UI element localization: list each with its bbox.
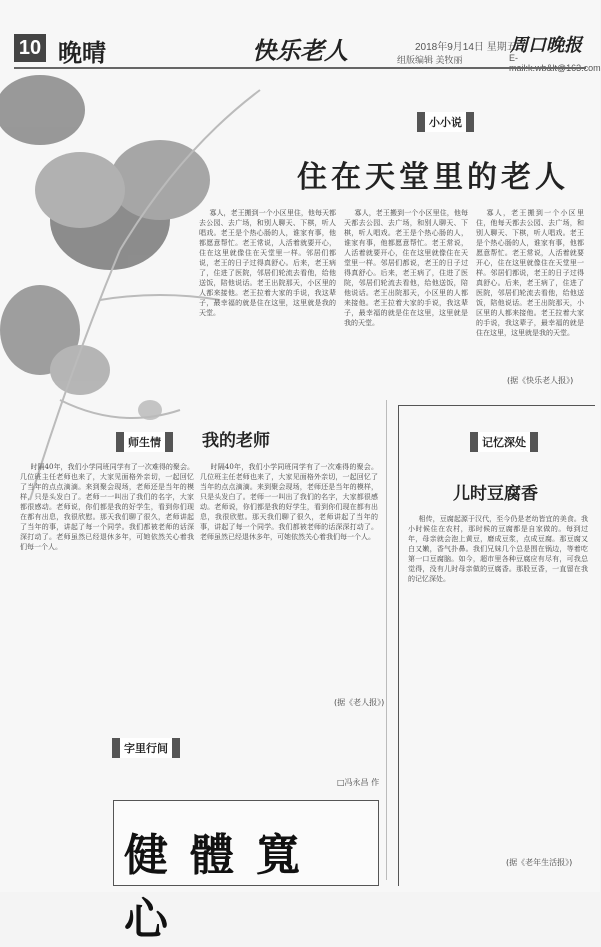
calligraphy-text: 健體寬心 [124, 830, 322, 945]
header-rule [14, 67, 586, 69]
story-credit: (据《老年生活报》) [506, 858, 573, 867]
paper-logo: 周口晚报 [510, 35, 582, 56]
story-tag-memory: 记忆深处 [470, 432, 538, 452]
column-brand: 快乐老人 [252, 36, 348, 65]
story-headline: 住在天堂里的老人 [297, 160, 569, 195]
story-tag-art: 字里行间 [112, 738, 180, 758]
editors-line: 组版编辑 美牧丽 [397, 55, 463, 65]
calligraphy-artwork [113, 800, 379, 945]
story-text: 寡人，老王搬到一个小区里住，他每天都去公园、去广场，和别人聊天、下棋，听人唱戏。老王是个热心肠的人，谁家有事，他都愿意帮忙。老王常说，人活着就要开心，住在这里就像住在天堂里一样。邻居们都说，老王的日子过得真舒心。后来，老王病了，住进了医院，邻居们轮流去看他，给他送饭，陪他说话。老王出院那天，小区里的人都来接他。老王拉着大家的手说，我这辈子，最幸福的就是住在这里，这里就是我的天堂。 [476, 209, 584, 337]
story-text: 寡人，老王搬到一个小区里住，他每天都去公园、去广场，和别人聊天、下棋，听人唱戏。老王是个热心肠的人，谁家有事，他都愿意帮忙。老王常说，人活着就要开心，住在这里就像住在天堂里一样。邻居们都说，老王的日子过得真舒心。后来，老王病了，住进了医院，邻居们轮流去看他，给他送饭，陪他说话。老王出院那天，小区里的人都来接他。老王拉着大家的手说，我这辈子，最幸福的就是住在这里，这里就是我的天堂。 [344, 209, 468, 327]
story-column [200, 462, 378, 672]
story-column [408, 514, 588, 846]
story-headline: 儿时豆腐香 [453, 484, 538, 504]
email-line: E-mail:k.wb&lt@163.com [509, 53, 601, 73]
column-divider [386, 400, 387, 880]
story-text: 寡人，老王搬到一个小区里住，他每天都去公园、去广场，和别人聊天、下棋，听人唱戏。老王是个热心肠的人，谁家有事，他都愿意帮忙。老王常说，人活着就要开心，住在这里就像住在天堂里一样。邻居们都说，老王的日子过得真舒心。后来，老王病了，住进了医院，邻居们轮流去看他，给他送饭，陪他说话。老王出院那天，小区里的人都来接他。老王拉着大家的手说，我这辈子，最幸福的就是住在这里，这里就是我的天堂。 [199, 209, 336, 317]
story-credit: (据《快乐老人报》) [507, 376, 574, 385]
story-text: 相传，豆腐起源于汉代，至今仍是老幼皆宜的美食。我小时候住在农村，那时候的豆腐都是自家做的。每到过年，母亲就会泡上黄豆，磨成豆浆，点成豆腐。那豆腐又白又嫩，香气扑鼻。我们兄妹几个总是围在锅边，等着吃第一口豆腐脑。如今，超市里各种豆腐应有尽有，可我总觉得，没有儿时母亲做的豆腐香。那股豆香，一直留在我的记忆深处。 [408, 515, 588, 583]
story-tag-teacher: 师生情 [116, 432, 173, 452]
story-column [344, 208, 468, 398]
story-credit: (据《老人报》) [334, 698, 385, 707]
flower-illustration [0, 70, 230, 500]
edition-title: 晚晴 [58, 38, 106, 67]
artwork-credit: □冯永昌 作 [337, 778, 380, 787]
story-headline: 我的老师 [202, 431, 270, 451]
story-text: 时隔40年，我们小学同班同学有了一次难得的聚会。几位班主任老师也来了，大家见面格外亲切，一起回忆了当年的点点滴滴。来到聚会现场，老师还是当年的模样，只是头发白了。老师一一叫出了我们的名字，大家都很感动。老师说，你们都是我的好学生，看到你们现在都有出息，我很欣慰。那天我们聊了很久，老师讲起了当年的事，讲起了每一个同学。我们都被老师的话深深打动了。老师虽然已经退休多年，可她依然关心着我们每一个人。 [20, 463, 194, 551]
story-text: 时隔40年，我们小学同班同学有了一次难得的聚会。几位班主任老师也来了，大家见面格外亲切，一起回忆了当年的点点滴滴。来到聚会现场，老师还是当年的模样，只是头发白了。老师一一叫出了我们的名字，大家都很感动。老师说，你们都是我的好学生，看到你们现在都有出息，我很欣慰。那天我们聊了很久，老师讲起了当年的事，讲起了每一个同学。我们都被老师的话深深打动了。老师虽然已经退休多年，可她依然关心着我们每一个人。 [200, 463, 378, 541]
story-column [476, 208, 584, 366]
story-column [199, 208, 336, 398]
story-column [20, 462, 194, 778]
issue-date: 2018年9月14日 星期五 [415, 42, 517, 53]
story-tag-fiction: 小小说 [417, 112, 474, 132]
page-number: 10 [14, 34, 46, 62]
